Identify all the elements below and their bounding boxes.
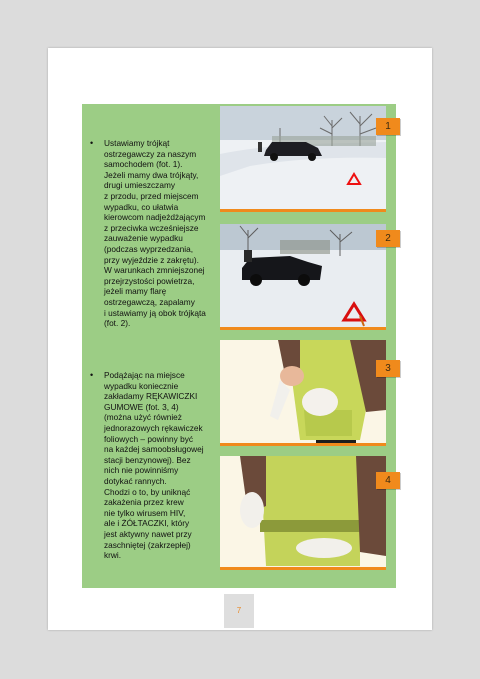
photo-number-badge: 3	[376, 360, 400, 377]
photo-3	[220, 340, 386, 446]
document-page	[48, 48, 432, 630]
photo-4	[220, 456, 386, 570]
photo-4-image	[220, 456, 386, 570]
photo-2-image	[220, 224, 386, 330]
instruction-warning-triangle	[90, 138, 210, 329]
photo-1	[220, 106, 386, 212]
bullet-icon: •	[90, 370, 94, 380]
photo-number-badge: 1	[376, 118, 400, 135]
photo-3-image	[220, 340, 386, 446]
instruction-rubber-gloves	[90, 370, 210, 561]
instruction-text: Podążając na miejsce wypadku koniecznie zakładamy RĘKAWICZKI GUMOWE (fot. 3, 4) (można użyć również jednorazowych rękawiczek foliowych – powinny być na każdej samoobsługowej stacji benzynowej). Bez nich nie powinniśmy dotykać rannych. Chodzi o to, by uniknąć zakażenia przez krew nie tylko wirusem HIV, ale i ŻÓŁTACZKI, który jest aktywny nawet przy zaschniętej (zakrzepłej) krwi.	[104, 370, 204, 561]
photo-number-badge: 4	[376, 472, 400, 489]
instruction-text: Ustawiamy trójkąt ostrzegawczy za naszym samochodem (fot. 1). Jeżeli mamy dwa trójkąty, drugi umieszczamy z przodu, przed miejscem wypadku, co ułatwia kierowcom nadjeżdżającym z przeciwka wcześniejsze zauważenie wypadku (podczas wyprzedzania, przy wyjeździe z zakrętu). W warunkach zmniejszonej przejrzystości powietrza, jeżeli mamy flarę ostrzegawczą, zapalamy i ustawiamy ją obok trójkąta (fot. 2).	[104, 138, 206, 329]
photo-1-image	[220, 106, 386, 212]
photo-number-badge: 2	[376, 230, 400, 247]
content-panel	[82, 104, 396, 588]
page-number: 7	[224, 594, 254, 628]
bullet-icon: •	[90, 138, 94, 148]
photo-2	[220, 224, 386, 330]
